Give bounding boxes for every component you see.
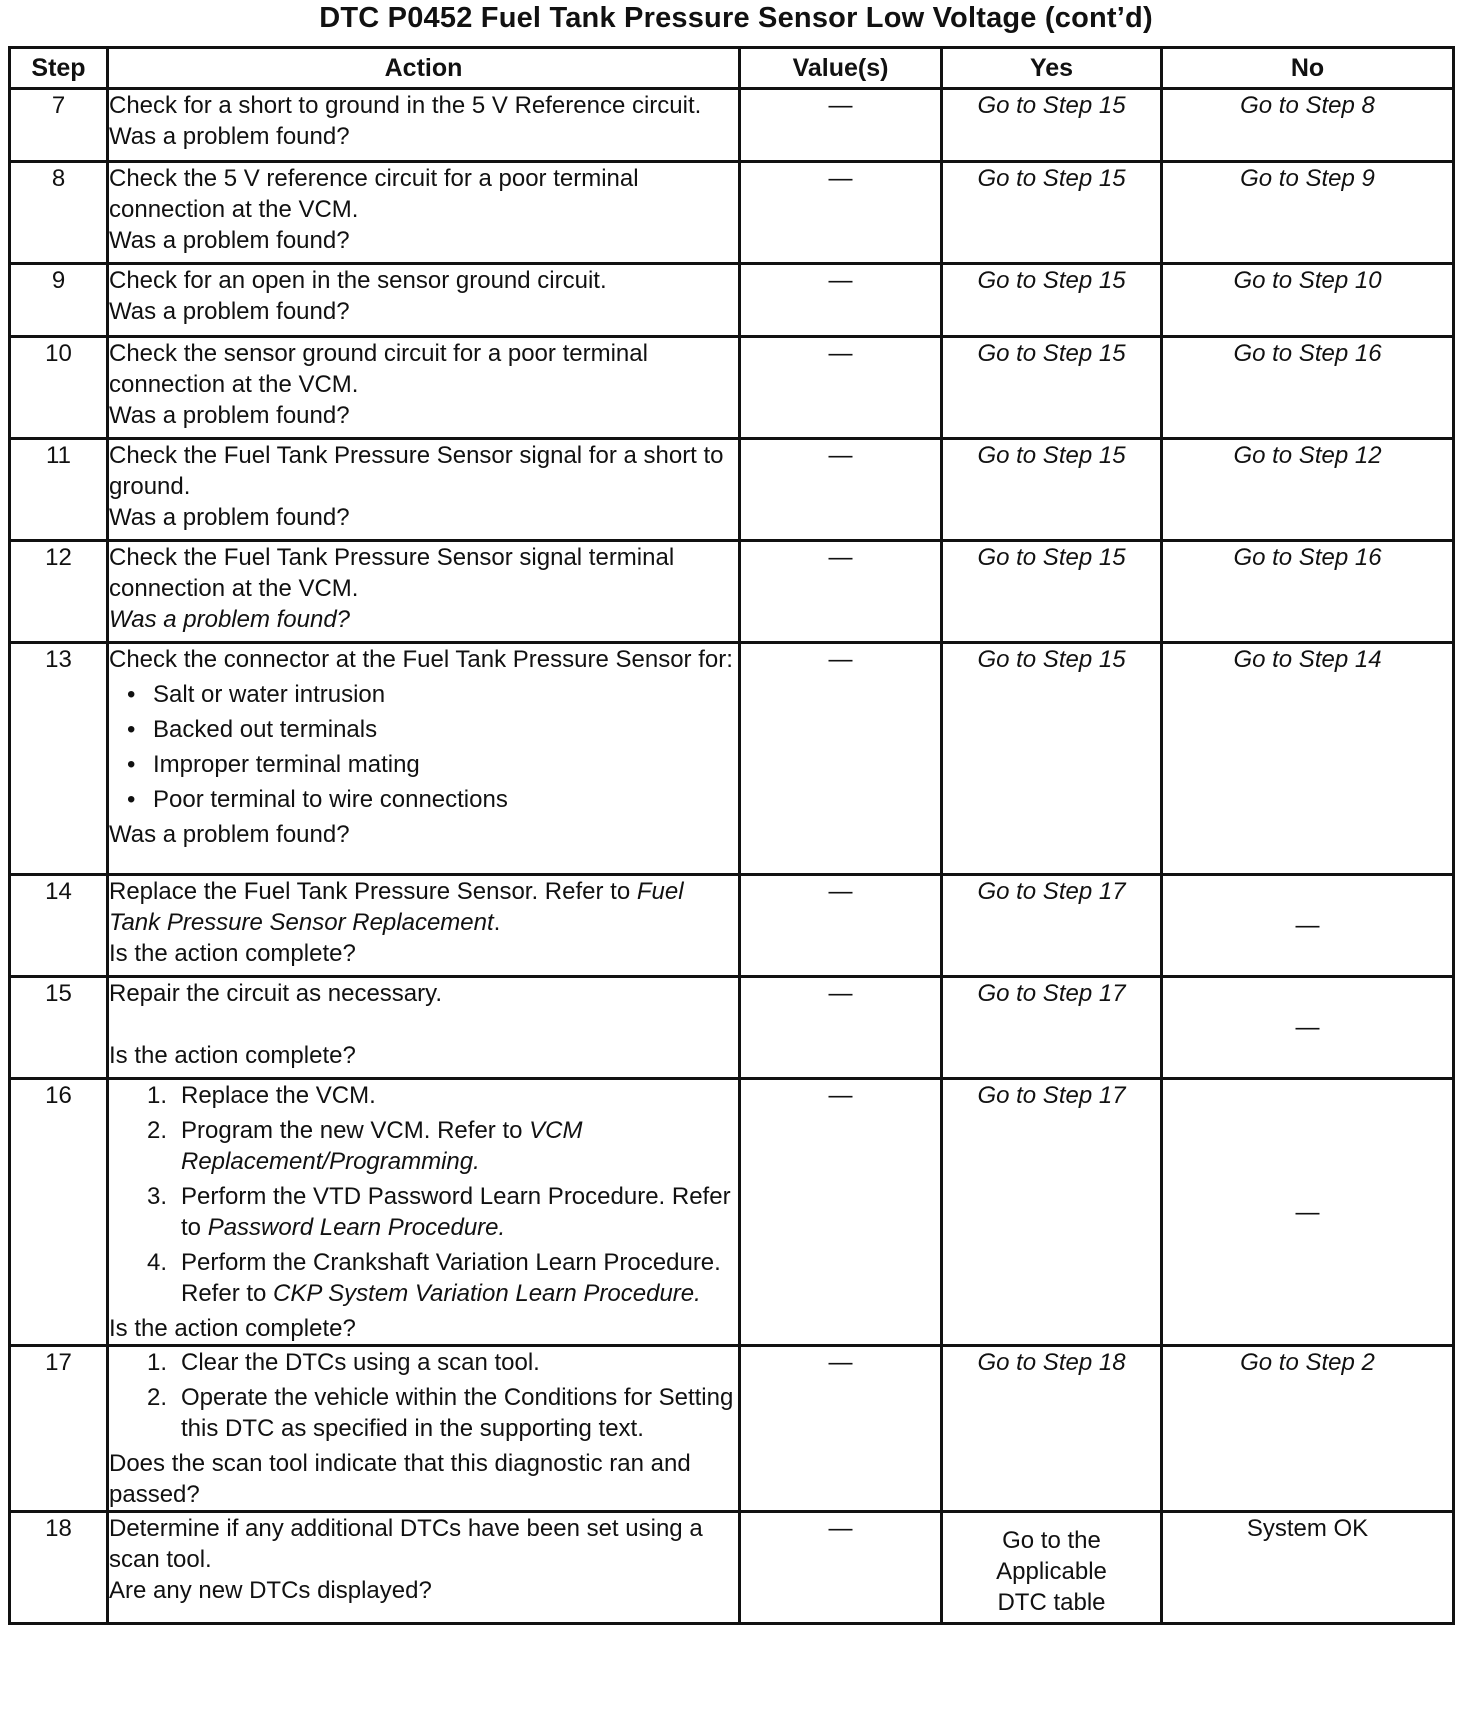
step-number: 12 <box>10 541 108 643</box>
action-cell <box>108 541 740 643</box>
step-number: 14 <box>10 875 108 977</box>
list-number: 1. <box>147 1082 168 1109</box>
list-item: • Backed out terminals <box>153 714 738 745</box>
no-cell: Go to Step 12 <box>1162 439 1454 541</box>
procedure-list <box>109 1347 738 1444</box>
action-text: Check the 5 V reference circuit for a poor terminal connection at the VCM. <box>109 165 639 223</box>
step-number: 7 <box>10 89 108 162</box>
list-number: 2. <box>147 1117 168 1144</box>
action-cell <box>108 439 740 541</box>
check-list <box>109 679 738 815</box>
action-cell <box>108 1079 740 1346</box>
no-cell: Go to Step 2 <box>1162 1346 1454 1512</box>
action-cell <box>108 875 740 977</box>
action-cell <box>108 1512 740 1624</box>
action-cell <box>108 1346 740 1512</box>
table-row <box>10 162 1454 264</box>
list-item <box>147 1247 738 1309</box>
action-text: Check for an open in the sensor ground circuit. <box>109 267 607 294</box>
header-values: Value(s) <box>740 48 942 89</box>
yes-cell: Go to Step 15 <box>942 264 1162 337</box>
value-cell: — <box>740 337 942 439</box>
no-cell: Go to Step 16 <box>1162 337 1454 439</box>
table-row <box>10 875 1454 977</box>
step-number: 16 <box>10 1079 108 1346</box>
value-cell: — <box>740 439 942 541</box>
action-question: Is the action complete? <box>109 1315 356 1342</box>
header-yes: Yes <box>942 48 1162 89</box>
list-item <box>147 1347 738 1378</box>
yes-cell: Go to Step 15 <box>942 643 1162 875</box>
table-row <box>10 1512 1454 1624</box>
list-item: • Salt or water intrusion <box>153 679 738 710</box>
action-question: Is the action complete? <box>109 940 356 967</box>
step-number: 17 <box>10 1346 108 1512</box>
action-text: Repair the circuit as necessary. <box>109 980 443 1007</box>
action-text: Determine if any additional DTCs have been set using a scan tool. <box>109 1515 703 1573</box>
list-text: Operate the vehicle within the Conditions for Setting this DTC as specified in the supporting text. <box>181 1384 734 1442</box>
no-cell: Go to Step 8 <box>1162 89 1454 162</box>
action-question: Was a problem found? <box>109 227 350 254</box>
yes-cell: Go to Step 15 <box>942 89 1162 162</box>
diagnostic-table <box>8 46 1455 1625</box>
action-text: Check the Fuel Tank Pressure Sensor signal for a short to ground. <box>109 442 724 500</box>
list-text: Replace the VCM. <box>181 1082 376 1109</box>
value-cell: — <box>740 1079 942 1346</box>
action-text: Check the Fuel Tank Pressure Sensor signal terminal connection at the VCM. <box>109 544 675 602</box>
action-question: Was a problem found? <box>109 504 350 531</box>
spacer <box>109 1009 738 1040</box>
table-row <box>10 89 1454 162</box>
action-question: Was a problem found? <box>109 821 350 848</box>
yes-cell: Go to Step 15 <box>942 162 1162 264</box>
list-item <box>147 1080 738 1111</box>
list-number: 4. <box>147 1249 168 1276</box>
header-action: Action <box>108 48 740 89</box>
action-text-suffix: . <box>493 909 501 936</box>
action-question: Was a problem found? <box>109 123 350 150</box>
action-cell <box>108 162 740 264</box>
step-number: 13 <box>10 643 108 875</box>
action-cell <box>108 89 740 162</box>
step-number: 11 <box>10 439 108 541</box>
step-number: 15 <box>10 977 108 1079</box>
table-row <box>10 1079 1454 1346</box>
table-header-row <box>10 48 1454 89</box>
no-cell: System OK <box>1162 1512 1454 1624</box>
header-step: Step <box>10 48 108 89</box>
table-row <box>10 439 1454 541</box>
action-text: Check for a short to ground in the 5 V Reference circuit. <box>109 92 702 119</box>
action-text-main: Replace the Fuel Tank Pressure Sensor. Refer to <box>109 878 637 905</box>
table-row <box>10 643 1454 875</box>
list-item <box>147 1115 738 1177</box>
header-no: No <box>1162 48 1454 89</box>
list-number: 3. <box>147 1183 168 1210</box>
value-cell: — <box>740 162 942 264</box>
list-text: Perform the Crankshaft Variation Learn Procedure. Refer to <box>181 1249 721 1307</box>
value-cell: — <box>740 977 942 1079</box>
value-cell: — <box>740 1512 942 1624</box>
value-cell: — <box>740 89 942 162</box>
yes-cell: Go to Step 18 <box>942 1346 1162 1512</box>
page-title: DTC P0452 Fuel Tank Pressure Sensor Low Voltage (cont’d) <box>319 2 1153 34</box>
reference-link: CKP System Variation Learn Procedure. <box>273 1280 701 1307</box>
list-item: • Poor terminal to wire connections <box>153 784 738 815</box>
action-cell <box>108 643 740 875</box>
action-text: Check the connector at the Fuel Tank Pressure Sensor for: <box>109 646 733 673</box>
procedure-list <box>109 1080 738 1309</box>
table-row <box>10 541 1454 643</box>
step-number: 8 <box>10 162 108 264</box>
no-cell: Go to Step 16 <box>1162 541 1454 643</box>
action-question: Was a problem found? <box>109 298 350 325</box>
list-text: Perform the VTD Password Learn Procedure. Refer to <box>181 1183 731 1241</box>
no-cell: Go to Step 10 <box>1162 264 1454 337</box>
reference-link: Fuel Tank Pressure Sensor Replacement <box>109 878 684 936</box>
yes-cell: Go to Step 17 <box>942 977 1162 1079</box>
step-number: 10 <box>10 337 108 439</box>
list-number: 1. <box>147 1349 168 1376</box>
table-row <box>10 977 1454 1079</box>
no-cell: — <box>1162 977 1454 1079</box>
value-cell: — <box>740 541 942 643</box>
value-cell: — <box>740 875 942 977</box>
no-cell: Go to Step 9 <box>1162 162 1454 264</box>
table-row <box>10 1346 1454 1512</box>
list-text: Program the new VCM. Refer to <box>181 1117 530 1144</box>
action-question: Is the action complete? <box>109 1042 356 1069</box>
yes-cell: Go to Step 15 <box>942 541 1162 643</box>
action-question: Was a problem found? <box>109 606 351 633</box>
action-cell <box>108 977 740 1079</box>
reference-link: Password Learn Procedure. <box>207 1214 506 1241</box>
no-cell: — <box>1162 1079 1454 1346</box>
value-cell: — <box>740 264 942 337</box>
action-question: Was a problem found? <box>109 402 350 429</box>
step-number: 9 <box>10 264 108 337</box>
value-cell: — <box>740 1346 942 1512</box>
action-question: Are any new DTCs displayed? <box>109 1577 432 1604</box>
yes-cell: Go to Step 17 <box>942 1079 1162 1346</box>
yes-cell: Go to Step 15 <box>942 337 1162 439</box>
step-number: 18 <box>10 1512 108 1624</box>
action-text: Check the sensor ground circuit for a poor terminal connection at the VCM. <box>109 340 648 398</box>
value-cell: — <box>740 643 942 875</box>
action-question: Does the scan tool indicate that this diagnostic ran and passed? <box>109 1450 691 1508</box>
list-item <box>147 1382 738 1444</box>
yes-cell: Go to the Applicable DTC table <box>942 1512 1162 1624</box>
action-cell <box>108 337 740 439</box>
list-number: 2. <box>147 1384 168 1411</box>
list-text: Clear the DTCs using a scan tool. <box>181 1349 540 1376</box>
reference-link: VCM Replacement/Programming. <box>181 1117 583 1175</box>
list-item <box>147 1181 738 1243</box>
yes-cell: Go to Step 15 <box>942 439 1162 541</box>
table-row <box>10 264 1454 337</box>
action-cell <box>108 264 740 337</box>
no-cell: — <box>1162 875 1454 977</box>
no-cell: Go to Step 14 <box>1162 643 1454 875</box>
action-text <box>109 876 738 938</box>
table-row <box>10 337 1454 439</box>
yes-cell: Go to Step 17 <box>942 875 1162 977</box>
list-item: • Improper terminal mating <box>153 749 738 780</box>
